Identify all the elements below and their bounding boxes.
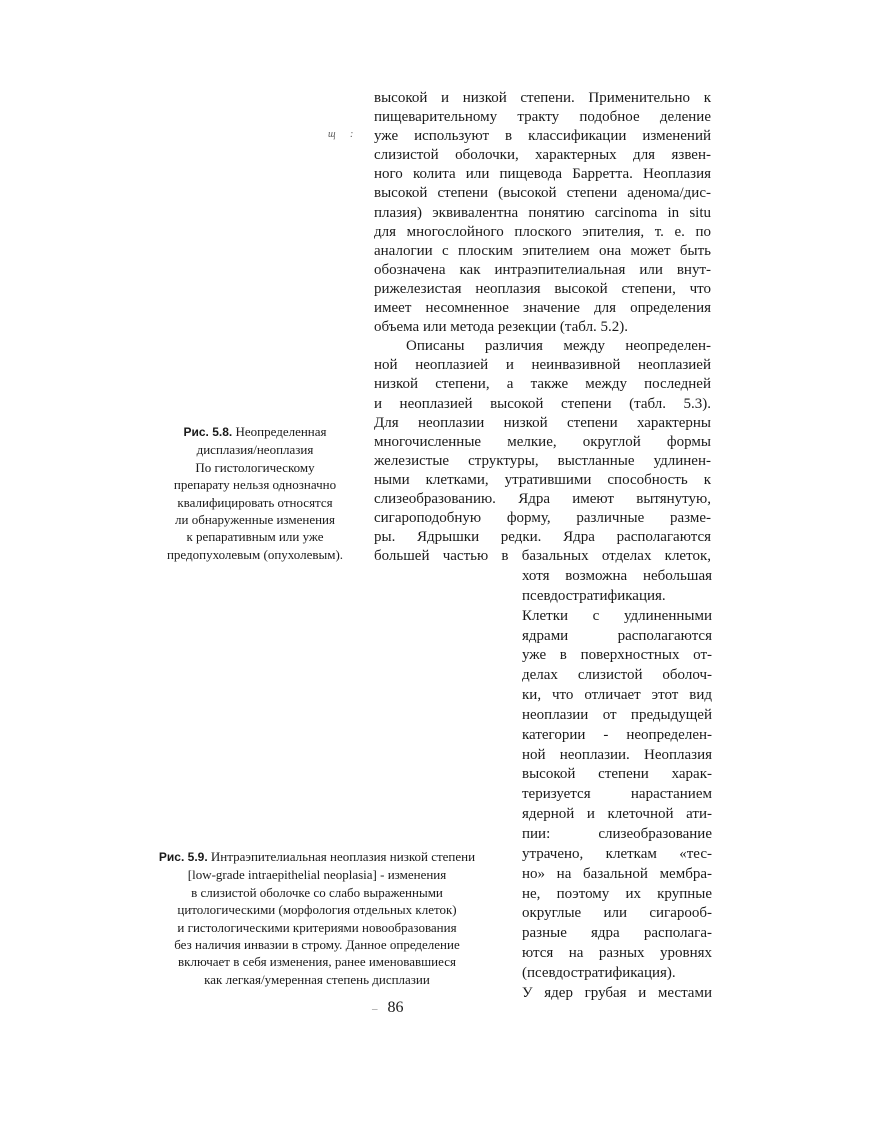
caption-line: цитологическими (морфология отдельных клеток) bbox=[177, 902, 457, 918]
text-line: низкой степени, а также между последней bbox=[374, 376, 711, 393]
caption-line bbox=[132, 848, 502, 866]
text-line: (псевдостратификация). bbox=[522, 964, 676, 981]
stray-mark: щ : bbox=[328, 129, 360, 140]
text-line: ядерной и клеточной ати- bbox=[522, 806, 712, 823]
text-line: не, поэтому их крупные bbox=[522, 885, 712, 902]
page-number bbox=[372, 999, 472, 1017]
text-line: ются на разных уровнях bbox=[522, 945, 712, 962]
caption-line: дисплазия/неоплазия bbox=[196, 442, 314, 458]
text-line: теризуется нарастанием bbox=[522, 786, 712, 803]
text-line: У ядер грубая и местами bbox=[522, 984, 712, 1001]
text-line: большей частью в базальных отделах клеток, bbox=[374, 548, 711, 565]
caption-line: препарату нельзя однозначно bbox=[173, 477, 337, 493]
text-line: ки, что отличает этот вид bbox=[522, 687, 712, 704]
text-line: категории - неопределен- bbox=[522, 726, 712, 743]
text-line: ного колита или пищевода Барретта. Неоплазия bbox=[374, 166, 711, 183]
text-line: уже используют в классификации изменений bbox=[374, 128, 711, 145]
text-line: Описаны различия между неопределен- bbox=[406, 338, 711, 355]
caption-line: предопухолевым (опухолевым). bbox=[166, 546, 344, 562]
caption-text: Неопределенная bbox=[235, 424, 327, 439]
text-line: но» на базальной мембра- bbox=[522, 865, 712, 882]
caption-line: как легкая/умеренная степень дисплазии bbox=[204, 971, 430, 987]
narrow-text-column bbox=[522, 567, 712, 1004]
text-line: высокой степени (высокой степени аденома/дис- bbox=[374, 185, 711, 202]
text-line: утрачено, клеткам «тес- bbox=[522, 845, 712, 862]
caption-line: включает в себя изменения, ранее именовавшиеся bbox=[178, 954, 456, 970]
text-line: рижелезистая неоплазия высокой степени, что bbox=[374, 280, 711, 297]
caption-line: и гистологическими критериями новообразования bbox=[177, 919, 457, 935]
text-line: и неоплазией высокой степени (табл. 5.3). bbox=[374, 395, 711, 412]
text-line: округлые или сигарооб- bbox=[522, 905, 712, 922]
text-line: многочисленные мелкие, округлой формы bbox=[374, 433, 711, 450]
text-line: плазия) эквивалентна понятию carcinoma in situ bbox=[374, 204, 711, 221]
text-line: высокой и низкой степени. Применительно к bbox=[374, 90, 711, 106]
caption-line: к репаративным или уже bbox=[186, 529, 324, 545]
figure-5-8-caption bbox=[140, 423, 370, 563]
text-line: объема или метода резекции (табл. 5.2). bbox=[374, 319, 629, 336]
caption-line bbox=[140, 423, 370, 441]
text-line: ядрами располагаются bbox=[522, 627, 712, 644]
figure-label: Рис. 5.8. bbox=[183, 425, 233, 439]
text-line: ной неоплазией и неинвазивной неоплазией bbox=[374, 357, 711, 374]
caption-text: Интраэпителиальная неоплазия низкой степени bbox=[210, 849, 476, 864]
text-line: ными клетками, утратившими способность к bbox=[374, 471, 711, 488]
text-line: пищеварительному тракту подобное деление bbox=[374, 109, 711, 126]
caption-line: квалифицировать относятся bbox=[177, 494, 333, 510]
main-text-column bbox=[374, 89, 711, 566]
caption-line: в слизистой оболочке со слабо выраженными bbox=[191, 884, 443, 900]
text-line: обозначена как интраэпителиальная или внут- bbox=[374, 261, 711, 278]
caption-line: ли обнаруженные изменения bbox=[175, 512, 335, 528]
text-line: хотя возможна небольшая bbox=[522, 568, 712, 584]
text-line: ры. Ядрышки редки. Ядра располагаются bbox=[374, 529, 711, 546]
text-line: имеет несомненное значение для определения bbox=[374, 300, 711, 317]
text-line: Клетки с удлиненными bbox=[522, 607, 712, 624]
text-line: слизеобразованию. Ядра имеют вытянутую, bbox=[374, 490, 711, 507]
caption-line: без наличия инвазии в строму. Данное определение bbox=[174, 937, 460, 953]
text-line: сигароподобную форму, различные разме- bbox=[374, 510, 711, 527]
caption-line: [low-grade intraepithelial neoplasia] - изменения bbox=[187, 867, 447, 883]
text-line: делах слизистой оболоч- bbox=[522, 667, 712, 684]
figure-5-9-caption bbox=[132, 848, 502, 988]
page-number-value: 86 bbox=[387, 999, 404, 1016]
text-line: псевдостратификация. bbox=[522, 587, 666, 604]
caption-line: По гистологическому bbox=[195, 459, 315, 475]
text-line: Для неоплазии низкой степени характерны bbox=[374, 414, 711, 431]
text-line: ной неоплазии. Неоплазия bbox=[522, 746, 712, 763]
page-number-dash: – bbox=[372, 1003, 378, 1015]
figure-label: Рис. 5.9. bbox=[158, 850, 208, 864]
text-line: слизистой оболочки, характерных для язвен- bbox=[374, 147, 711, 164]
text-line: для многослойного плоского эпителия, т. е. по bbox=[374, 223, 711, 240]
text-line: железистые структуры, выстланные удлинен- bbox=[374, 452, 711, 469]
text-line: разные ядра располага- bbox=[522, 925, 712, 942]
text-line: неоплазии от предыдущей bbox=[522, 706, 712, 723]
text-line: высокой степени харак- bbox=[522, 766, 712, 783]
text-line: уже в поверхностных от- bbox=[522, 647, 712, 664]
text-line: аналогии с плоским эпителием она может быть bbox=[374, 242, 711, 259]
text-line: пии: слизеобразование bbox=[522, 825, 712, 842]
